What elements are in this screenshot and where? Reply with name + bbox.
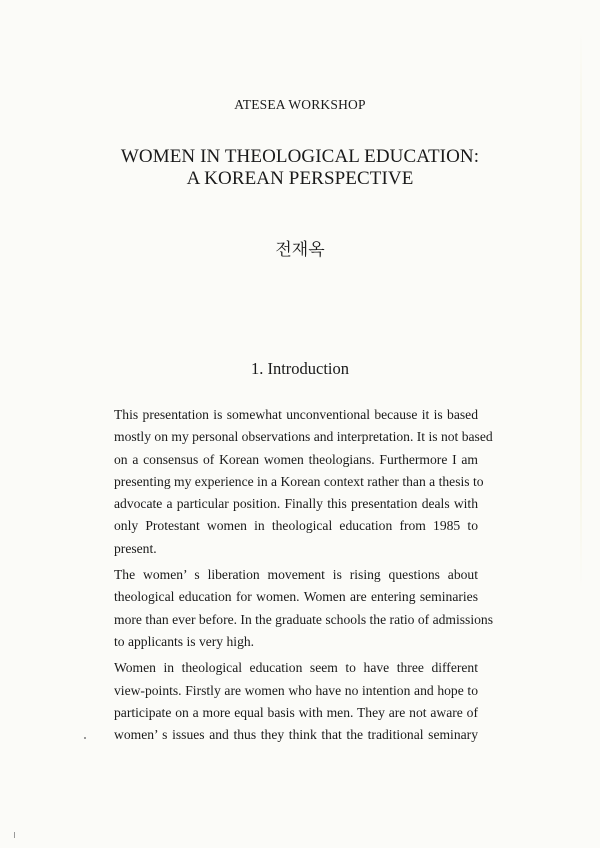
text-line: participate on a more equal basis with men. They are not aware of bbox=[114, 704, 478, 720]
paragraph-3 bbox=[114, 657, 478, 746]
paragraph-1 bbox=[114, 404, 493, 560]
text-line: present. bbox=[114, 540, 157, 556]
text-line: advocate a particular position. Finally this presentation deals with bbox=[114, 496, 478, 512]
title-line-1: WOMEN IN THEOLOGICAL EDUCATION: bbox=[120, 146, 480, 167]
page-edge-shadow bbox=[580, 30, 582, 590]
text-line: view-points. Firstly are women who have no intention and hope to bbox=[114, 682, 478, 698]
text-line: to applicants is very high. bbox=[114, 633, 255, 649]
text-line: mostly on my personal observations and interpretation. It is not based bbox=[114, 429, 493, 445]
paragraph-2 bbox=[114, 564, 493, 653]
text-line: only Protestant women in theological education from 1985 to bbox=[114, 518, 478, 534]
document-title bbox=[0, 146, 600, 190]
text-line: Women in theological education seem to have three different bbox=[114, 660, 478, 676]
text-line: This presentation is somewhat unconventional because it is based bbox=[114, 407, 478, 422]
text-line: theological education for women. Women are entering seminaries bbox=[114, 589, 478, 605]
text-line: on a consensus of Korean women theologians. Furthermore I am bbox=[114, 451, 478, 467]
scan-speck bbox=[14, 832, 15, 838]
body-text bbox=[114, 404, 493, 750]
text-line: The women’ s liberation movement is rising questions about bbox=[114, 567, 478, 583]
text-line: more than ever before. In the graduate schools the ratio of admissions bbox=[114, 611, 493, 627]
workshop-header: ATESEA WORKSHOP bbox=[234, 97, 366, 112]
text-line: presenting my experience in a Korean context rather than a thesis to bbox=[114, 473, 484, 489]
scan-speck bbox=[84, 737, 86, 739]
text-line: women’ s issues and thus they think that the traditional seminary bbox=[114, 727, 478, 743]
author-name: 전재옥 bbox=[275, 240, 325, 260]
section-heading: 1. Introduction bbox=[250, 359, 350, 378]
title-line-2: A KOREAN PERSPECTIVE bbox=[186, 168, 414, 189]
